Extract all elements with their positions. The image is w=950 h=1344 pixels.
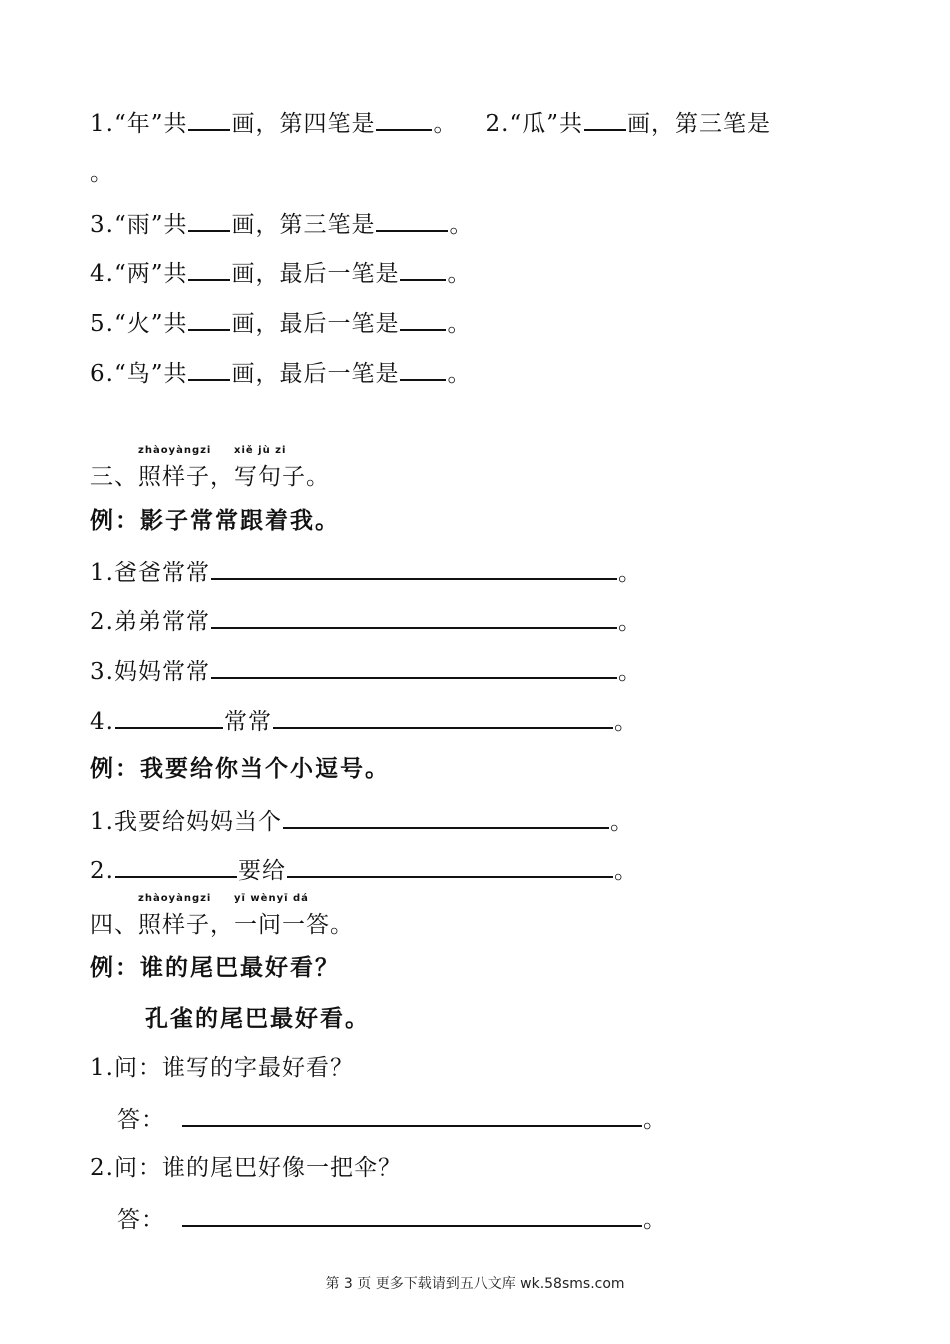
stroke-count-blank[interactable] — [188, 257, 230, 281]
subject-blank[interactable] — [115, 854, 237, 878]
answer-blank[interactable] — [182, 1203, 642, 1227]
question-prefix: “火”共 — [113, 311, 188, 337]
sentence-blank[interactable] — [211, 556, 617, 580]
stroke-question-3 — [90, 208, 473, 240]
item-end: 。 — [617, 659, 642, 685]
item-prompt: 爸爸常常 — [113, 560, 210, 586]
example-question: 例：谁的尾巴最好看？ — [90, 955, 340, 981]
heading-pinyin: zhàoyàngzi — [138, 445, 212, 456]
question-text: 谁的尾巴好像一把伞？ — [161, 1155, 402, 1181]
item-number: 4. — [90, 709, 114, 735]
qa-answer-1 — [117, 1103, 667, 1135]
section-4-heading — [90, 893, 354, 940]
answer-blank[interactable] — [182, 1103, 642, 1127]
sentence-blank[interactable] — [287, 854, 613, 878]
sentence-blank[interactable] — [211, 605, 617, 629]
stroke-answer-blank[interactable] — [400, 257, 446, 281]
question-middle: 画，第三笔是 — [231, 212, 376, 238]
sentence-item-5 — [90, 805, 634, 837]
question-middle: 画，最后一笔是 — [231, 261, 400, 287]
question-prefix: “两”共 — [113, 261, 188, 287]
question-prefix: “年”共 — [113, 111, 188, 137]
item-end: 。 — [613, 709, 638, 735]
sentence-blank[interactable] — [273, 705, 613, 729]
item-prompt: 常常 — [223, 709, 272, 735]
question-end: 。 — [447, 361, 472, 387]
item-end: 。 — [617, 560, 642, 586]
sentence-blank[interactable] — [211, 655, 617, 679]
heading-text: 一问一答。 — [234, 912, 354, 938]
question-end: 。 — [433, 111, 458, 137]
heading-pinyin: xiě jù zi — [234, 445, 287, 456]
question-prefix: “鸟”共 — [113, 361, 188, 387]
question-end: 。 — [449, 212, 474, 238]
stroke-count-blank[interactable] — [188, 208, 230, 232]
qa-question-1 — [90, 1053, 354, 1083]
item-prompt: 弟弟常常 — [113, 609, 210, 635]
item-number: 1. — [90, 560, 114, 586]
question-prefix: “雨”共 — [113, 212, 188, 238]
question-text: 谁写的字最好看？ — [161, 1055, 354, 1081]
answer-label: 答： — [117, 1107, 165, 1133]
stroke-question-6 — [90, 357, 471, 389]
question-label: 问： — [113, 1155, 162, 1181]
question-end: 。 — [447, 261, 472, 287]
stroke-count-blank[interactable] — [584, 107, 626, 131]
item-number: 2. — [90, 1155, 114, 1181]
item-number: 2. — [90, 609, 114, 635]
stroke-answer-blank[interactable] — [376, 107, 432, 131]
question-middle: 画，第四笔是 — [231, 111, 376, 137]
question-number: 4. — [90, 261, 114, 287]
stroke-count-blank[interactable] — [188, 357, 230, 381]
section-3-heading — [90, 445, 330, 492]
heading-text: 照样子， — [138, 912, 234, 938]
example-sentence-1: 例：影子常常跟着我。 — [90, 508, 340, 534]
question-middle: 画，最后一笔是 — [231, 311, 400, 337]
heading-pinyin: yī wènyī dá — [234, 893, 309, 904]
question-middle: 画，最后一笔是 — [231, 361, 400, 387]
stroke-answer-blank[interactable] — [400, 307, 446, 331]
section-number: 四、 — [90, 912, 138, 938]
question-end: 。 — [90, 160, 114, 186]
item-end: 。 — [613, 858, 638, 884]
subject-blank[interactable] — [115, 705, 223, 729]
question-end: 。 — [447, 311, 472, 337]
item-number: 1. — [90, 809, 114, 835]
sentence-item-6 — [90, 854, 638, 886]
item-prompt: 妈妈常常 — [113, 659, 210, 685]
item-number: 3. — [90, 659, 114, 685]
sentence-item-2 — [90, 605, 642, 637]
stroke-question-2-end — [90, 158, 114, 188]
question-number: 6. — [90, 361, 114, 387]
sentence-blank[interactable] — [283, 805, 609, 829]
qa-answer-2 — [117, 1203, 667, 1235]
item-end: 。 — [643, 1107, 667, 1133]
question-prefix: “瓜”共 — [509, 111, 583, 137]
heading-text: 照样子， — [138, 464, 234, 490]
item-end: 。 — [617, 609, 642, 635]
stroke-answer-blank[interactable] — [376, 208, 448, 232]
stroke-count-blank[interactable] — [188, 307, 230, 331]
question-label: 问： — [113, 1055, 162, 1081]
sentence-item-4 — [90, 705, 638, 737]
sentence-item-3 — [90, 655, 642, 687]
item-end: 。 — [643, 1207, 667, 1233]
question-number: 3. — [90, 212, 114, 238]
answer-label: 答： — [117, 1207, 165, 1233]
item-number: 2. — [90, 858, 114, 884]
question-number: 5. — [90, 311, 114, 337]
example-sentence-2: 例：我要给你当个小逗号。 — [90, 756, 390, 782]
heading-pinyin: zhàoyàngzi — [138, 893, 212, 904]
item-number: 1. — [90, 1055, 114, 1081]
sentence-item-1 — [90, 556, 642, 588]
qa-question-2 — [90, 1153, 402, 1183]
item-end: 。 — [609, 809, 634, 835]
stroke-question-4 — [90, 257, 471, 289]
stroke-answer-blank[interactable] — [400, 357, 446, 381]
section-number: 三、 — [90, 464, 138, 490]
question-number: 2. — [485, 111, 510, 137]
heading-text: 写句子。 — [234, 464, 330, 490]
item-prompt: 我要给妈妈当个 — [113, 809, 282, 835]
page-footer: 第 3 页 更多下载请到五八文库 wk.58sms.com — [325, 1276, 625, 1292]
question-number: 1. — [90, 111, 114, 137]
example-answer: 孔雀的尾巴最好看。 — [145, 1006, 370, 1032]
stroke-question-5 — [90, 307, 471, 339]
question-middle: 画，第三笔是 — [626, 111, 771, 137]
stroke-count-blank[interactable] — [188, 107, 230, 131]
stroke-question-1-and-2 — [90, 107, 771, 139]
item-prompt: 要给 — [237, 858, 286, 884]
